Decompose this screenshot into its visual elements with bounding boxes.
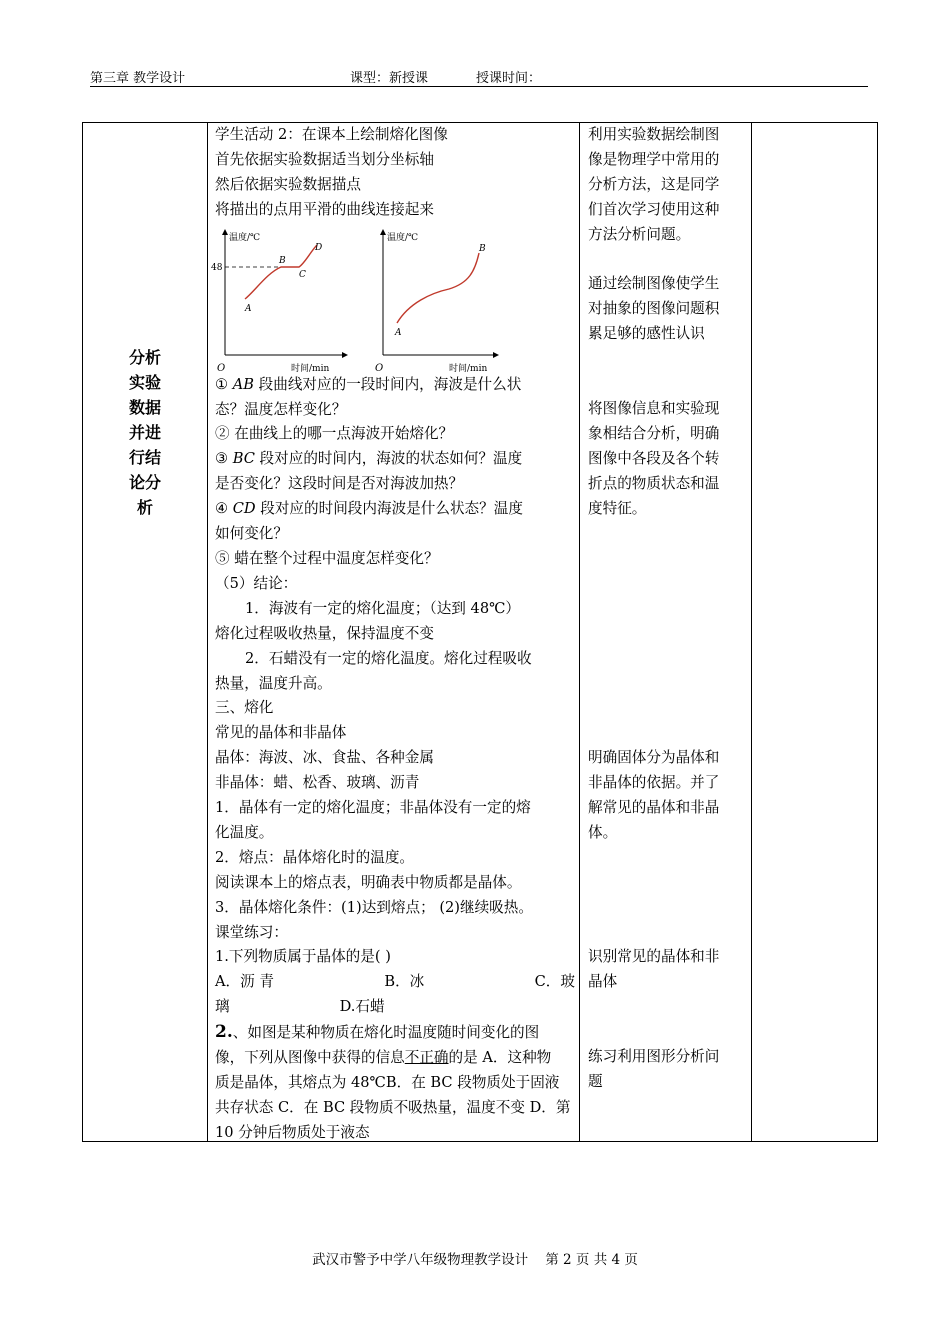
conclusion-heading: （5）结论： <box>215 574 298 592</box>
point-label: B <box>279 255 286 266</box>
exercise-1-options <box>215 970 575 995</box>
section-title: 分析 实验 数据 并进 行结 论分 析 <box>128 348 161 517</box>
page-number: 第 2 页 共 4 页 <box>545 1252 638 1268</box>
reading-task: 阅读课本上的熔点表，明确表中物质都是晶体。 <box>215 873 522 891</box>
point-2: 2．熔点：晶体熔化时的温度。 <box>215 848 415 866</box>
melting-graphs <box>211 223 575 374</box>
option-d: D.石蜡 <box>339 998 385 1016</box>
exercise-heading: 课堂练习： <box>215 923 288 941</box>
noncrystal-list: 非晶体：蜡、松香、玻璃、沥青 <box>215 774 420 792</box>
option-c: C．玻 <box>534 973 575 991</box>
header-chapter: 第三章 教学设计 <box>90 71 186 86</box>
section-heading: 三、熔化 <box>215 699 274 717</box>
design-note-5: 识别常见的晶体和非 晶体 <box>588 948 720 990</box>
crystal-melting-graph <box>211 225 355 375</box>
conclusion-2-cont: 热量，温度升高。 <box>215 674 332 692</box>
question-3-cont: 是否变化？这段时间是否对海波加热？ <box>215 475 464 493</box>
question-5: ⑤ 蜡在整个过程中温度怎样变化？ <box>215 549 439 567</box>
step-line: 然后依据实验数据描点 <box>215 175 361 193</box>
subsection-heading: 常见的晶体和非晶体 <box>215 724 347 742</box>
header-lesson-time: 授课时间： <box>476 71 542 86</box>
design-note-2: 通过绘制图像使学生 对抽象的图像问题积 累足够的感性认识 <box>588 275 720 342</box>
header-lesson-type: 课型：新授课 <box>350 71 429 86</box>
exercise-2-cont: 10 分钟后物质处于液态 <box>215 1123 370 1141</box>
design-note-6: 练习利用图形分析问 题 <box>588 1048 720 1090</box>
exercise-2: 2.、如图是某种物质在熔化时温度随时间变化的图 <box>215 1022 540 1043</box>
exercise-1: 1.下列物质属于晶体的是( ) <box>215 948 391 966</box>
question-2: ② 在曲线上的哪一点海波开始熔化？ <box>215 425 454 443</box>
crystal-list: 晶体：海波、冰、食盐、各种金属 <box>215 749 434 767</box>
activity-title: 学生活动 2：在课本上绘制熔化图像 <box>215 126 448 143</box>
point-label: A <box>245 303 252 314</box>
y-tick-48: 48 <box>211 262 223 273</box>
point-label: C <box>299 269 306 280</box>
design-note-1: 利用实验数据绘制图 像是物理学中常用的 分析方法，这是同学 们首次学习使用这种 方法分析问题。 <box>588 126 720 243</box>
option-a: A．沥 青 <box>215 973 274 991</box>
point-1-cont: 化温度。 <box>215 823 274 841</box>
step-line: 首先依据实验数据适当划分坐标轴 <box>215 150 434 168</box>
x-axis-label: 时间/min <box>291 363 330 374</box>
question-1-cont: 态？温度怎样变化？ <box>215 400 347 418</box>
table-divider <box>751 123 752 1141</box>
point-label: A <box>395 327 402 338</box>
point-label: D <box>315 242 323 253</box>
table-divider <box>579 123 580 1141</box>
point-label: B <box>479 243 486 254</box>
x-axis-label: 时间/min <box>449 363 488 374</box>
exercise-1-options-cont: 璃 D.石蜡 <box>215 998 385 1016</box>
lesson-table <box>82 122 878 1142</box>
origin-label: O <box>375 362 384 374</box>
origin-label: O <box>217 362 226 374</box>
exercise-2-cont: 质是晶体，其熔点为 48℃B．在 BC 段物质处于固液 <box>215 1074 560 1091</box>
exercise-2-cont: 共存状态 C．在 BC 段物质不吸热量，温度不变 D．第 <box>215 1098 571 1116</box>
footer-title: 武汉市警予中学八年级物理教学设计 <box>312 1252 529 1268</box>
point-1: 1．晶体有一定的熔化温度；非晶体没有一定的熔 <box>215 799 531 817</box>
design-note-4: 明确固体分为晶体和 非晶体的依据。并了 解常见的晶体和非晶 体。 <box>588 749 720 841</box>
y-axis-label: 温度/℃ <box>387 232 419 243</box>
conclusion-2: 2．石蜡没有一定的熔化温度。熔化过程吸收 <box>245 649 532 667</box>
conclusion-1: 1．海波有一定的熔化温度；（达到 48℃） <box>245 599 521 617</box>
question-4: ④ CD 段对应的时间段内海波是什么状态？温度 <box>215 500 523 518</box>
question-4-cont: 如何变化？ <box>215 525 288 543</box>
exercise-2-cont: 像，下列从图像中获得的信息不正确的是 A．这种物 <box>215 1049 552 1067</box>
step-line: 将描出的点用平滑的曲线连接起来 <box>215 200 434 218</box>
option-b: B．冰 <box>384 973 425 991</box>
question-3: ③ BC 段对应的时间内，海波的状态如何？温度 <box>215 450 523 468</box>
wax-melting-graph <box>373 225 503 375</box>
page-footer <box>0 1248 950 1268</box>
y-axis-label: 温度/℃ <box>229 232 261 243</box>
conclusion-1-cont: 熔化过程吸收热量，保持温度不变 <box>215 624 434 642</box>
point-3: 3．晶体熔化条件：(1)达到熔点； (2)继续吸热。 <box>215 898 533 916</box>
design-note-3: 将图像信息和实验现 象相结合分析，明确 图像中各段及各个转 折点的物质状态和温 度特征。 <box>588 400 720 517</box>
question-1: ① AB 段曲线对应的一段时间内，海波是什么状 <box>215 375 522 393</box>
teaching-content <box>211 123 575 1146</box>
page-header <box>90 64 868 87</box>
table-divider <box>207 123 208 1141</box>
